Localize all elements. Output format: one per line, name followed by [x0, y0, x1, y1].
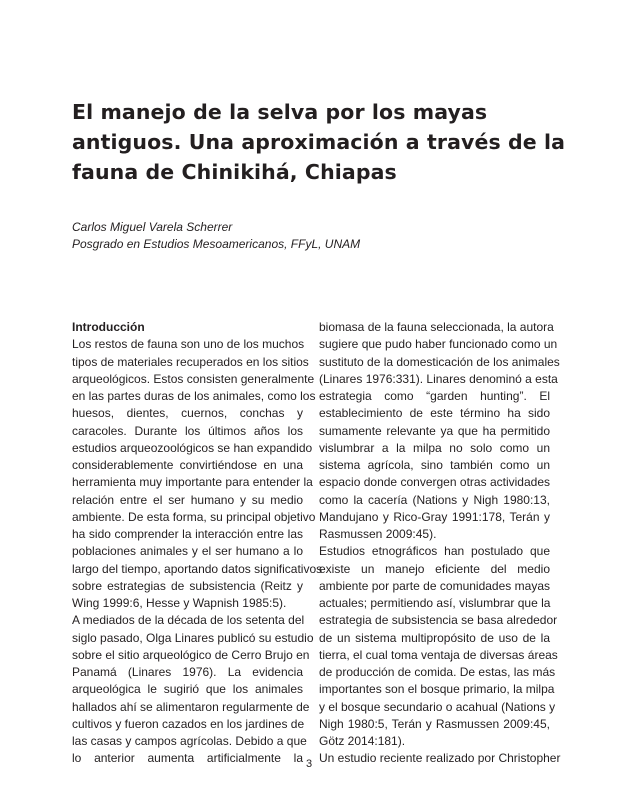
- article-title: [72, 97, 566, 187]
- text-line: ha sido comprender la interacción entre las: [72, 527, 303, 541]
- author-affiliation: Posgrado en Estudios Mesoamericanos, FFyL, UNAM: [72, 237, 361, 251]
- text-line: actuales; permitiendo así, vislumbrar que la: [319, 596, 551, 610]
- page-number: 3: [305, 758, 313, 770]
- text-line: huesos, dientes, cuernos, conchas y: [72, 406, 303, 421]
- right-column: [319, 319, 561, 768]
- text-line: sugiere que pudo haber funcionado como un: [319, 337, 558, 352]
- text-line: sumamente relevante ya que ha permitido: [319, 423, 550, 438]
- text-line: herramienta muy importante para entender la: [72, 475, 313, 490]
- title-line: El manejo de la selva por los mayas: [72, 100, 488, 124]
- left-column: [72, 319, 323, 768]
- text-line: estrategia de subsistencia se basa alrededor: [319, 613, 558, 628]
- text-line: ambiente. De esta forma, su principal objetivo: [72, 509, 316, 524]
- title-line: antiguos. Una aproximación a través de la: [72, 130, 566, 154]
- text-line: espacio donde convergen otras actividades: [319, 475, 550, 490]
- text-line: caracoles. Durante los últimos años los: [72, 423, 303, 438]
- text-line: estrategia como “garden hunting”. El: [319, 389, 550, 403]
- text-line: sobre estrategias de subsistencia (Reitz y: [72, 578, 303, 593]
- text-line: Nigh 1980:5, Terán y Rasmussen 2009:45,: [319, 716, 550, 731]
- text-line: sobre el sitio arqueológico de Cerro Brujo en: [72, 647, 310, 662]
- text-line: relación entre el ser humano y su medio: [72, 492, 303, 507]
- text-line: biomasa de la fauna seleccionada, la autora: [319, 320, 554, 334]
- section-heading: Introducción: [72, 320, 145, 334]
- text-line: Mandujano y Rico-Gray 1991:178, Terán y: [319, 509, 550, 524]
- text-line: tierra, el cual toma ventaja de diversas áreas: [319, 647, 558, 662]
- text-line: arqueológica le sugirió que los animales: [72, 682, 303, 697]
- text-line: Estudios etnográficos han postulado que: [319, 544, 550, 559]
- text-line: las casas y campos agrícolas. Debido a que: [72, 734, 307, 748]
- text-line: sistema agrícola, sino también como un: [319, 458, 550, 472]
- text-line: Un estudio reciente realizado por Christopher: [319, 751, 561, 766]
- text-line: sustituto de la domesticación de los animales: [319, 354, 560, 369]
- title-line: fauna de Chinikihá, Chiapas: [72, 160, 397, 184]
- text-line: Rasmussen 2009:45).: [319, 527, 437, 541]
- text-line: Wing 1999:6, Hesse y Wapnish 1985:5).: [72, 596, 287, 610]
- text-line: establecimiento de este término ha sido: [319, 406, 550, 421]
- text-line: y el bosque secundario o acahual (Nations y: [319, 699, 556, 714]
- text-line: vislumbrar a la milpa no solo como un: [319, 440, 550, 455]
- text-line: hallados ahí se alimentaron regularmente de: [72, 699, 310, 714]
- text-line: lo anterior aumenta artificialmente la: [72, 751, 303, 766]
- text-line: Los restos de fauna son uno de los muchos: [72, 337, 305, 352]
- text-line: tipos de materiales recuperados en los sitios: [72, 354, 309, 369]
- text-line: existe un manejo eficiente del medio: [319, 561, 550, 576]
- text-line: largo del tiempo, aportando datos significativos: [72, 561, 323, 576]
- text-line: Panamá (Linares 1976). La evidencia: [72, 665, 303, 679]
- text-line: de un sistema multipropósito de uso de la: [319, 630, 550, 645]
- text-line: importantes son el bosque primario, la milpa: [319, 682, 555, 697]
- text-line: en las partes duras de los animales, como los: [72, 389, 316, 403]
- text-line: ambiente por parte de comunidades mayas: [319, 578, 550, 593]
- text-line: arqueológicos. Estos consisten generalmente: [72, 371, 315, 386]
- author-name: Carlos Miguel Varela Scherrer: [72, 220, 233, 234]
- text-line: de producción de comida. De estas, las más: [319, 665, 556, 679]
- text-line: siglo pasado, Olga Linares publicó su estudio: [72, 630, 314, 645]
- text-line: (Linares 1976:331). Linares denominó a esta: [319, 371, 558, 386]
- text-line: estudios arqueozoológicos se han expandido: [72, 440, 313, 455]
- text-line: poblaciones animales y el ser humano a lo: [72, 544, 303, 559]
- author-block: [72, 219, 552, 253]
- text-line: Götz 2014:181).: [319, 734, 406, 748]
- text-line: como la cacería (Nations y Nigh 1980:13,: [319, 492, 550, 507]
- text-line: considerablemente convirtiéndose en una: [72, 458, 303, 472]
- text-line: cultivos y fueron cazados en los jardines de: [72, 716, 305, 731]
- text-line: A mediados de la década de los setenta del: [72, 613, 305, 628]
